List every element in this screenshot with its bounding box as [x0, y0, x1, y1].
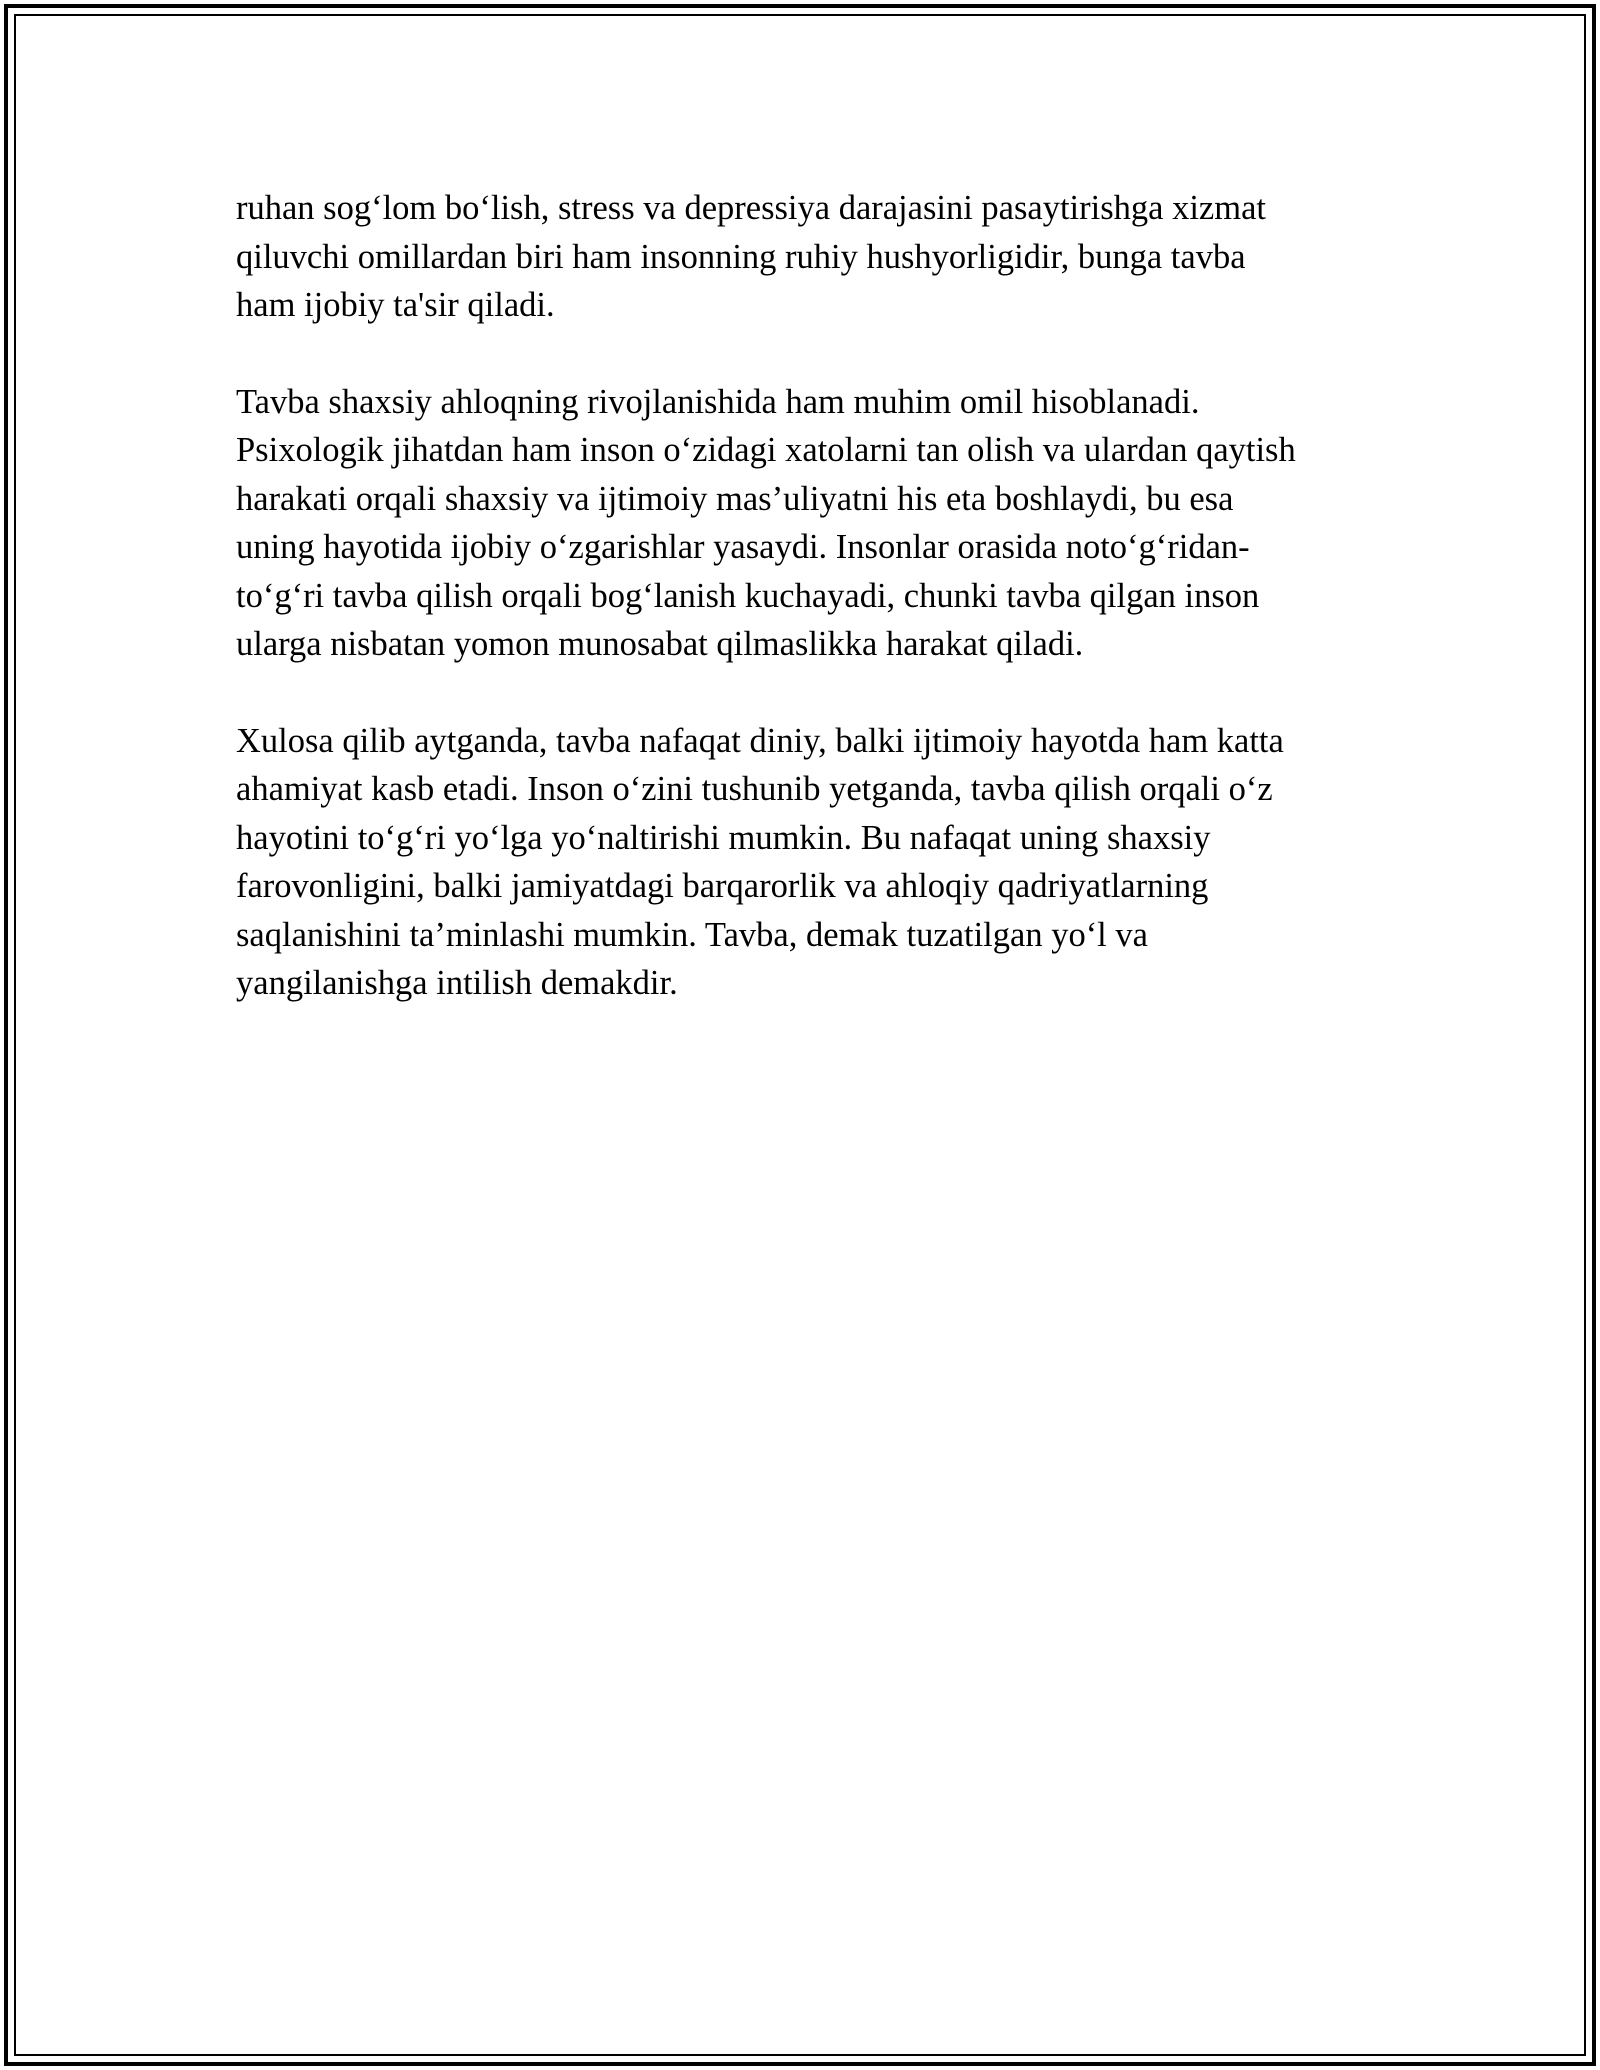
- text-line: Psixologik jihatdan ham inson o‘zidagi xatolarni tan olish va ulardan qaytish: [236, 431, 1296, 469]
- paragraph-1: [236, 184, 1416, 330]
- text-line: farovonligini, balki jamiyatdagi barqarorlik va ahloqiy qadriyatlarning: [236, 867, 1209, 905]
- text-line: ham ijobiy ta'sir qiladi.: [236, 286, 555, 324]
- paragraph-2: [236, 378, 1416, 669]
- text-line: ularga nisbatan yomon munosabat qilmaslikka harakat qiladi.: [236, 625, 1084, 663]
- paragraph-3: [236, 717, 1416, 1008]
- text-line: yangilanishga intilish demakdir.: [236, 964, 678, 1002]
- text-line: hayotini to‘g‘ri yo‘lga yo‘naltirishi mumkin. Bu nafaqat uning shaxsiy: [236, 818, 1211, 857]
- text-line: qiluvchi omillardan biri ham insonning ruhiy hushyorligidir, bunga tavba: [236, 237, 1246, 276]
- text-line: harakati orqali shaxsiy va ijtimoiy mas’uliyatni his eta boshlaydi, bu esa: [236, 479, 1234, 518]
- text-line: ahamiyat kasb etadi. Inson o‘zini tushunib yetganda, tavba qilish orqali o‘z: [236, 770, 1273, 808]
- text-line: Tavba shaxsiy ahloqning rivojlanishida ham muhim omil hisoblanadi.: [236, 382, 1200, 421]
- text-line: saqlanishini ta’minlashi mumkin. Tavba, demak tuzatilgan yo‘l va: [236, 915, 1148, 954]
- text-line: ruhan sog‘lom bo‘lish, stress va depressiya darajasini pasaytirishga xizmat: [236, 189, 1266, 227]
- text-line: to‘g‘ri tavba qilish orqali bog‘lanish kuchayadi, chunki tavba qilgan inson: [236, 576, 1260, 615]
- text-line: uning hayotida ijobiy o‘zgarishlar yasaydi. Insonlar orasida noto‘g‘ridan-: [236, 528, 1250, 566]
- document-body: [236, 184, 1416, 1056]
- text-line: Xulosa qilib aytganda, tavba nafaqat diniy, balki ijtimoiy hayotda ham katta: [236, 721, 1284, 760]
